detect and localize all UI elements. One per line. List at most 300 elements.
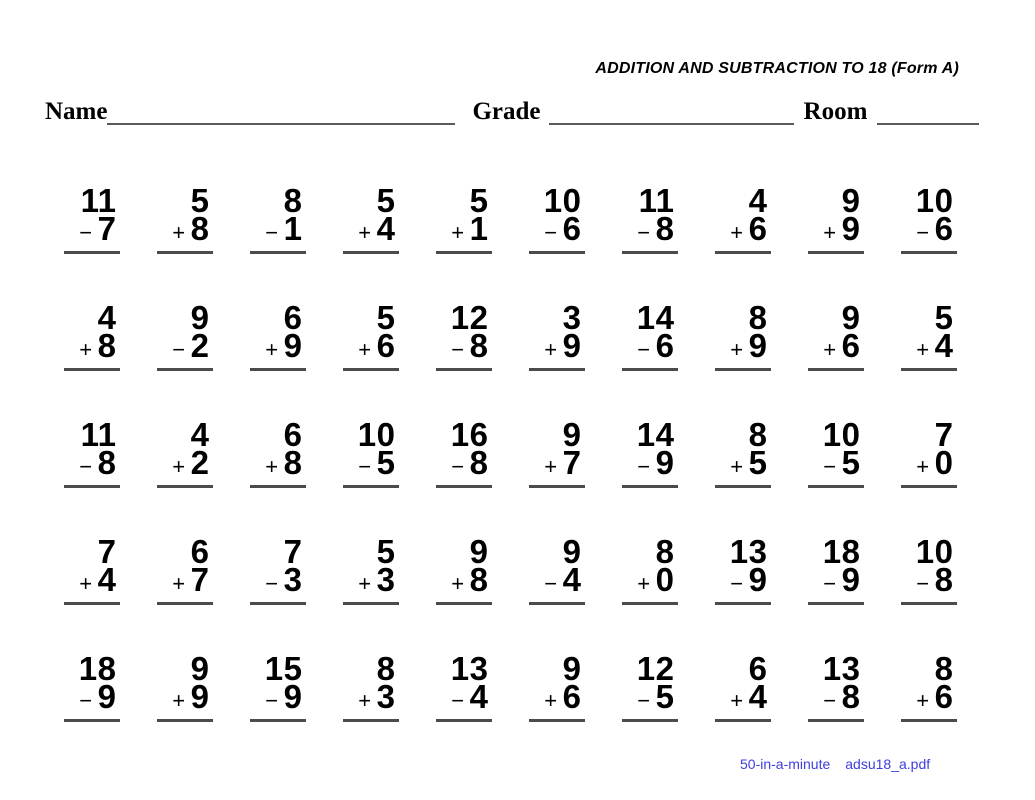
problem-top-operand: 10 — [543, 182, 582, 219]
problem-top-operand: 11 — [638, 182, 675, 219]
plus-operator: + — [358, 688, 372, 713]
problem-cell — [324, 533, 417, 654]
problem-cell — [45, 533, 138, 654]
problem-bottom-operand: 0 — [934, 444, 954, 481]
problem — [715, 299, 771, 371]
problem-cell — [45, 416, 138, 537]
problem-bottom-operand: 2 — [190, 444, 210, 481]
problem-bottom-operand: 6 — [376, 327, 396, 364]
problem — [436, 650, 492, 722]
minus-operator: − — [637, 454, 651, 479]
problem-cell — [231, 416, 324, 537]
problem-bottom-operand: 9 — [190, 678, 210, 715]
problem-top-operand: 6 — [190, 533, 210, 570]
problem-bottom-operand: 6 — [562, 678, 582, 715]
minus-operator: − — [637, 220, 651, 245]
problem-top-operand: 18 — [822, 533, 861, 570]
problem-cell — [696, 650, 789, 771]
problem-top-operand: 18 — [78, 650, 117, 687]
problem-bottom-operand: 5 — [655, 678, 675, 715]
problem-cell — [138, 650, 231, 771]
problem — [250, 650, 306, 722]
problem — [715, 416, 771, 488]
problem-bottom-row — [64, 210, 117, 247]
problem-bottom-row — [343, 678, 396, 715]
minus-operator: − — [916, 220, 930, 245]
problem-bottom-row — [250, 444, 303, 481]
problem-bottom-row — [808, 444, 861, 481]
minus-operator: − — [637, 688, 651, 713]
problem-cell — [789, 650, 882, 771]
problem-top-operand: 8 — [655, 533, 675, 570]
problem-bottom-operand: 1 — [283, 210, 303, 247]
problem-bottom-row — [901, 444, 954, 481]
problem-bottom-operand: 3 — [283, 561, 303, 598]
problem — [808, 650, 864, 722]
problem — [250, 416, 306, 488]
problem — [64, 416, 120, 488]
problem — [436, 416, 492, 488]
plus-operator: + — [916, 688, 930, 713]
problem-bottom-row — [250, 678, 303, 715]
problem-bottom-operand: 7 — [562, 444, 582, 481]
problem-top-operand: 15 — [264, 650, 303, 687]
problem-top-operand: 6 — [283, 416, 303, 453]
plus-operator: + — [544, 454, 558, 479]
problem — [529, 182, 585, 254]
grade-blank-line — [549, 123, 794, 125]
problem-cell — [789, 182, 882, 303]
problem-bottom-row — [715, 561, 768, 598]
problem-bottom-row — [901, 678, 954, 715]
problem — [436, 533, 492, 605]
problem-top-operand: 8 — [934, 650, 954, 687]
problem — [622, 650, 678, 722]
minus-operator: − — [544, 220, 558, 245]
problem-cell — [789, 533, 882, 654]
problem-bottom-row — [64, 678, 117, 715]
plus-operator: + — [730, 337, 744, 362]
problem-bottom-operand: 1 — [469, 210, 489, 247]
problem-cell — [789, 299, 882, 420]
problem — [901, 416, 957, 488]
problem-bottom-operand: 9 — [283, 327, 303, 364]
problem-bottom-row — [436, 210, 489, 247]
plus-operator: + — [265, 454, 279, 479]
problem-cell — [696, 533, 789, 654]
problem-bottom-row — [157, 678, 210, 715]
problem-bottom-operand: 8 — [283, 444, 303, 481]
problem-bottom-row — [343, 444, 396, 481]
problem-top-operand: 14 — [636, 416, 675, 453]
problem-bottom-row — [529, 327, 582, 364]
plus-operator: + — [451, 571, 465, 596]
problem-bottom-operand: 2 — [190, 327, 210, 364]
problem-bottom-operand: 4 — [562, 561, 582, 598]
plus-operator: + — [79, 337, 93, 362]
header-fields — [45, 98, 990, 126]
problem-bottom-row — [343, 327, 396, 364]
problem-cell — [231, 299, 324, 420]
plus-operator: + — [823, 220, 837, 245]
problem-cell — [882, 182, 975, 303]
problem-cell — [696, 182, 789, 303]
problem-bottom-row — [901, 561, 954, 598]
problem-bottom-row — [622, 327, 675, 364]
problem — [622, 299, 678, 371]
problem-bottom-row — [250, 327, 303, 364]
problem-top-operand: 5 — [469, 182, 489, 219]
problem — [529, 650, 585, 722]
problem-top-operand: 5 — [934, 299, 954, 336]
problem — [529, 533, 585, 605]
problem-cell — [417, 299, 510, 420]
minus-operator: − — [823, 688, 837, 713]
minus-operator: − — [358, 454, 372, 479]
problem-top-operand: 9 — [841, 299, 861, 336]
problem-bottom-row — [715, 210, 768, 247]
problem-bottom-operand: 9 — [748, 561, 768, 598]
problem-bottom-operand: 8 — [97, 327, 117, 364]
problem-top-operand: 9 — [190, 299, 210, 336]
problem-bottom-operand: 8 — [97, 444, 117, 481]
problem-bottom-row — [622, 444, 675, 481]
problem-bottom-operand: 8 — [190, 210, 210, 247]
problem — [808, 182, 864, 254]
problem — [157, 182, 213, 254]
problem — [343, 182, 399, 254]
problem-cell — [603, 182, 696, 303]
problem-bottom-row — [343, 561, 396, 598]
problem — [715, 650, 771, 722]
problem-top-operand: 8 — [748, 416, 768, 453]
problem — [157, 299, 213, 371]
plus-operator: + — [730, 454, 744, 479]
room-label: Room — [803, 98, 868, 125]
plus-operator: + — [358, 571, 372, 596]
problem — [436, 182, 492, 254]
problem-bottom-operand: 9 — [97, 678, 117, 715]
problem-top-operand: 11 — [80, 182, 117, 219]
problem-bottom-row — [715, 678, 768, 715]
problem-bottom-operand: 8 — [655, 210, 675, 247]
problem-cell — [603, 416, 696, 537]
problem — [901, 182, 957, 254]
footer-link-site[interactable]: 50-in-a-minute — [740, 756, 831, 772]
problem-top-operand: 8 — [283, 182, 303, 219]
plus-operator: + — [916, 454, 930, 479]
problem-cell — [324, 182, 417, 303]
plus-operator: + — [916, 337, 930, 362]
problem-top-operand: 10 — [915, 182, 954, 219]
problem-cell — [882, 416, 975, 537]
problem — [343, 650, 399, 722]
problem-bottom-operand: 3 — [376, 678, 396, 715]
problem-cell — [789, 416, 882, 537]
problem-cell — [417, 182, 510, 303]
problem-bottom-row — [343, 210, 396, 247]
plus-operator: + — [172, 688, 186, 713]
problem-cell — [603, 299, 696, 420]
problem-cell — [231, 533, 324, 654]
problem — [343, 416, 399, 488]
problem — [64, 533, 120, 605]
problem-cell — [696, 416, 789, 537]
minus-operator: − — [544, 571, 558, 596]
problem-bottom-row — [529, 561, 582, 598]
problem-top-operand: 13 — [729, 533, 768, 570]
room-blank-line — [877, 123, 979, 125]
problem-bottom-row — [157, 210, 210, 247]
problem-bottom-operand: 5 — [841, 444, 861, 481]
problem-top-operand: 9 — [562, 533, 582, 570]
problem — [622, 182, 678, 254]
problem-cell — [882, 299, 975, 420]
problem-top-operand: 9 — [562, 416, 582, 453]
problem-cell — [45, 650, 138, 771]
problem-bottom-row — [901, 327, 954, 364]
problem-cell — [603, 533, 696, 654]
problem-bottom-row — [157, 444, 210, 481]
minus-operator: − — [916, 571, 930, 596]
minus-operator: − — [265, 571, 279, 596]
name-label: Name — [45, 98, 108, 125]
plus-operator: + — [451, 220, 465, 245]
plus-operator: + — [172, 454, 186, 479]
minus-operator: − — [172, 337, 186, 362]
problem-bottom-row — [622, 561, 675, 598]
problem-bottom-row — [622, 678, 675, 715]
problem — [64, 650, 120, 722]
problem-cell — [45, 182, 138, 303]
problem-bottom-row — [436, 561, 489, 598]
problem-bottom-operand: 3 — [376, 561, 396, 598]
problem-cell — [417, 533, 510, 654]
problem-bottom-row — [157, 561, 210, 598]
problem — [808, 416, 864, 488]
problem — [715, 533, 771, 605]
problem-bottom-operand: 9 — [841, 210, 861, 247]
problem-top-operand: 5 — [376, 533, 396, 570]
problem-cell — [324, 299, 417, 420]
problem-bottom-operand: 8 — [469, 327, 489, 364]
problem-bottom-operand: 6 — [562, 210, 582, 247]
name-blank-line — [107, 123, 455, 125]
problem-bottom-operand: 8 — [841, 678, 861, 715]
problem-cell — [510, 533, 603, 654]
problem-bottom-row — [436, 678, 489, 715]
problem-bottom-row — [529, 678, 582, 715]
problem-top-operand: 14 — [636, 299, 675, 336]
problem-top-operand: 10 — [357, 416, 396, 453]
problem-bottom-row — [808, 327, 861, 364]
problem-top-operand: 16 — [450, 416, 489, 453]
problem-top-operand: 7 — [97, 533, 117, 570]
plus-operator: + — [265, 337, 279, 362]
plus-operator: + — [730, 220, 744, 245]
problem-bottom-row — [529, 210, 582, 247]
problem — [157, 650, 213, 722]
problem-bottom-operand: 8 — [934, 561, 954, 598]
problem — [901, 650, 957, 722]
problem-cell — [510, 299, 603, 420]
problem-bottom-row — [808, 561, 861, 598]
problem-cell — [510, 650, 603, 771]
minus-operator: − — [823, 454, 837, 479]
problem-bottom-row — [436, 327, 489, 364]
problem-bottom-row — [901, 210, 954, 247]
problem-top-operand: 7 — [283, 533, 303, 570]
problem-bottom-operand: 0 — [655, 561, 675, 598]
problem — [529, 299, 585, 371]
problem-top-operand: 9 — [841, 182, 861, 219]
problem — [901, 299, 957, 371]
plus-operator: + — [172, 571, 186, 596]
problem-cell — [45, 299, 138, 420]
problem-top-operand: 9 — [469, 533, 489, 570]
problem-bottom-row — [64, 561, 117, 598]
plus-operator: + — [358, 337, 372, 362]
problem-bottom-row — [715, 444, 768, 481]
problem — [436, 299, 492, 371]
problem-top-operand: 6 — [748, 650, 768, 687]
problem-bottom-row — [808, 210, 861, 247]
plus-operator: + — [730, 688, 744, 713]
plus-operator: + — [79, 571, 93, 596]
problems-grid — [45, 182, 975, 771]
minus-operator: − — [79, 220, 93, 245]
problem-cell — [510, 182, 603, 303]
problem — [343, 533, 399, 605]
problem-top-operand: 5 — [376, 299, 396, 336]
problem — [250, 182, 306, 254]
problem — [901, 533, 957, 605]
problem-bottom-operand: 8 — [469, 561, 489, 598]
problem-cell — [510, 416, 603, 537]
problem-top-operand: 12 — [450, 299, 489, 336]
minus-operator: − — [730, 571, 744, 596]
problem-bottom-operand: 8 — [469, 444, 489, 481]
minus-operator: − — [79, 688, 93, 713]
problem-bottom-operand: 4 — [376, 210, 396, 247]
problem-top-operand: 4 — [97, 299, 117, 336]
plus-operator: + — [358, 220, 372, 245]
problem-bottom-operand: 6 — [655, 327, 675, 364]
problem-cell — [882, 533, 975, 654]
problem-cell — [417, 650, 510, 771]
problem-bottom-operand: 4 — [469, 678, 489, 715]
problem-cell — [603, 650, 696, 771]
problem-bottom-operand: 9 — [748, 327, 768, 364]
problem-bottom-operand: 4 — [748, 678, 768, 715]
minus-operator: − — [823, 571, 837, 596]
minus-operator: − — [79, 454, 93, 479]
problem-bottom-row — [436, 444, 489, 481]
problem-bottom-operand: 5 — [376, 444, 396, 481]
problem — [64, 182, 120, 254]
problem-bottom-operand: 7 — [97, 210, 117, 247]
problem-top-operand: 5 — [190, 182, 210, 219]
problem — [715, 182, 771, 254]
problem — [157, 533, 213, 605]
problem — [808, 533, 864, 605]
problem — [343, 299, 399, 371]
problem-bottom-operand: 5 — [748, 444, 768, 481]
problem-bottom-operand: 9 — [283, 678, 303, 715]
problem-bottom-row — [250, 210, 303, 247]
problem-bottom-operand: 9 — [562, 327, 582, 364]
minus-operator: − — [451, 688, 465, 713]
problem-top-operand: 7 — [934, 416, 954, 453]
problem-cell — [138, 182, 231, 303]
problem-bottom-operand: 6 — [841, 327, 861, 364]
problem-bottom-row — [64, 444, 117, 481]
problem-bottom-operand: 9 — [655, 444, 675, 481]
problem-top-operand: 8 — [748, 299, 768, 336]
minus-operator: − — [265, 688, 279, 713]
problem-top-operand: 10 — [915, 533, 954, 570]
problem — [529, 416, 585, 488]
problem-bottom-operand: 7 — [190, 561, 210, 598]
problem-top-operand: 8 — [376, 650, 396, 687]
problem-bottom-operand: 4 — [934, 327, 954, 364]
minus-operator: − — [451, 454, 465, 479]
problem-top-operand: 12 — [636, 650, 675, 687]
problem-bottom-row — [715, 327, 768, 364]
problem-top-operand: 10 — [822, 416, 861, 453]
problem-top-operand: 11 — [80, 416, 117, 453]
problem-top-operand: 9 — [190, 650, 210, 687]
problem — [250, 299, 306, 371]
plus-operator: + — [544, 688, 558, 713]
problem-cell — [324, 416, 417, 537]
problem-top-operand: 9 — [562, 650, 582, 687]
plus-operator: + — [637, 571, 651, 596]
problem-top-operand: 13 — [822, 650, 861, 687]
problem-bottom-row — [64, 327, 117, 364]
problem-cell — [138, 416, 231, 537]
problem-cell — [417, 416, 510, 537]
problem-cell — [138, 299, 231, 420]
plus-operator: + — [172, 220, 186, 245]
problem-top-operand: 13 — [450, 650, 489, 687]
minus-operator: − — [637, 337, 651, 362]
problem-bottom-row — [808, 678, 861, 715]
problem — [64, 299, 120, 371]
problem-bottom-operand: 4 — [97, 561, 117, 598]
problem — [622, 416, 678, 488]
footer — [740, 756, 930, 772]
problem-cell — [696, 299, 789, 420]
problem-bottom-operand: 6 — [934, 210, 954, 247]
footer-link-file[interactable]: adsu18_a.pdf — [845, 756, 931, 772]
problem-top-operand: 4 — [190, 416, 210, 453]
problem-bottom-row — [622, 210, 675, 247]
problem-bottom-row — [157, 327, 210, 364]
plus-operator: + — [544, 337, 558, 362]
minus-operator: − — [451, 337, 465, 362]
problem-top-operand: 3 — [562, 299, 582, 336]
plus-operator: + — [823, 337, 837, 362]
problem-cell — [882, 650, 975, 771]
problem-top-operand: 6 — [283, 299, 303, 336]
problem — [157, 416, 213, 488]
problem-top-operand: 4 — [748, 182, 768, 219]
problem — [808, 299, 864, 371]
minus-operator: − — [265, 220, 279, 245]
problem-top-operand: 5 — [376, 182, 396, 219]
problem-bottom-operand: 9 — [841, 561, 861, 598]
